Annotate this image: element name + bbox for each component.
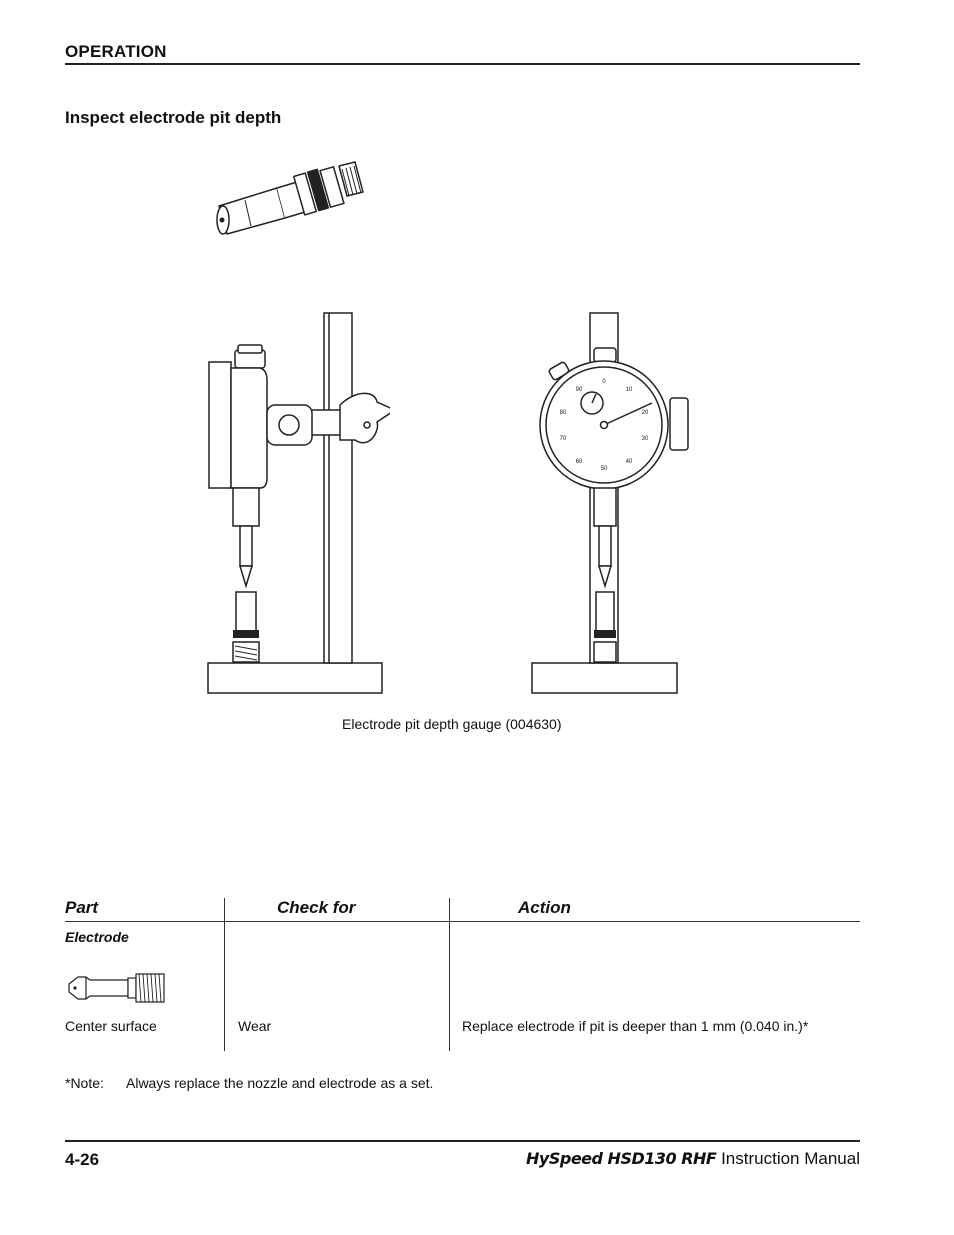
dial-label: 10 [625, 387, 633, 393]
pit-depth-gauge-side-view [205, 310, 390, 700]
dial-label: 20 [641, 410, 649, 416]
dial-label: 80 [559, 410, 567, 416]
footer-rule [65, 1140, 860, 1142]
electrode-illustration [205, 160, 375, 245]
dial-label: 90 [575, 387, 583, 393]
page-title: Inspect electrode pit depth [65, 108, 282, 127]
table-cell-part: Center surface [65, 1018, 157, 1034]
column-divider [449, 898, 450, 1051]
column-header-part: Part [65, 898, 99, 917]
column-header-check-for: Check for [277, 898, 356, 917]
column-header-action: Action [518, 898, 571, 917]
dial-label: 30 [641, 436, 649, 442]
electrode-thumbnail [66, 968, 170, 1008]
dial-label: 70 [559, 436, 567, 442]
header-rule [65, 63, 860, 65]
figure-caption: Electrode pit depth gauge (004630) [342, 716, 562, 732]
note-label: *Note: [65, 1075, 104, 1091]
pit-depth-gauge-front-view [530, 310, 690, 700]
part-title: Electrode [65, 929, 129, 945]
table-cell-action: Replace electrode if pit is deeper than 1 mm (0.040 in.)* [462, 1018, 809, 1034]
section-header: OPERATION [65, 42, 167, 61]
manual-title [526, 1149, 860, 1169]
table-header-rule [65, 921, 860, 922]
dial-label: 50 [600, 466, 608, 472]
dial-label: 40 [625, 459, 633, 465]
manual-label: Instruction Manual [716, 1149, 860, 1168]
product-name: HySpeed HSD130 RHF [526, 1149, 717, 1168]
table-cell-check-for: Wear [238, 1018, 272, 1034]
dial-label: 0 [602, 379, 606, 385]
note-text: Always replace the nozzle and electrode as a set. [126, 1075, 434, 1091]
dial-label: 60 [575, 459, 583, 465]
page-number: 4-26 [65, 1150, 100, 1169]
column-divider [224, 898, 225, 1051]
